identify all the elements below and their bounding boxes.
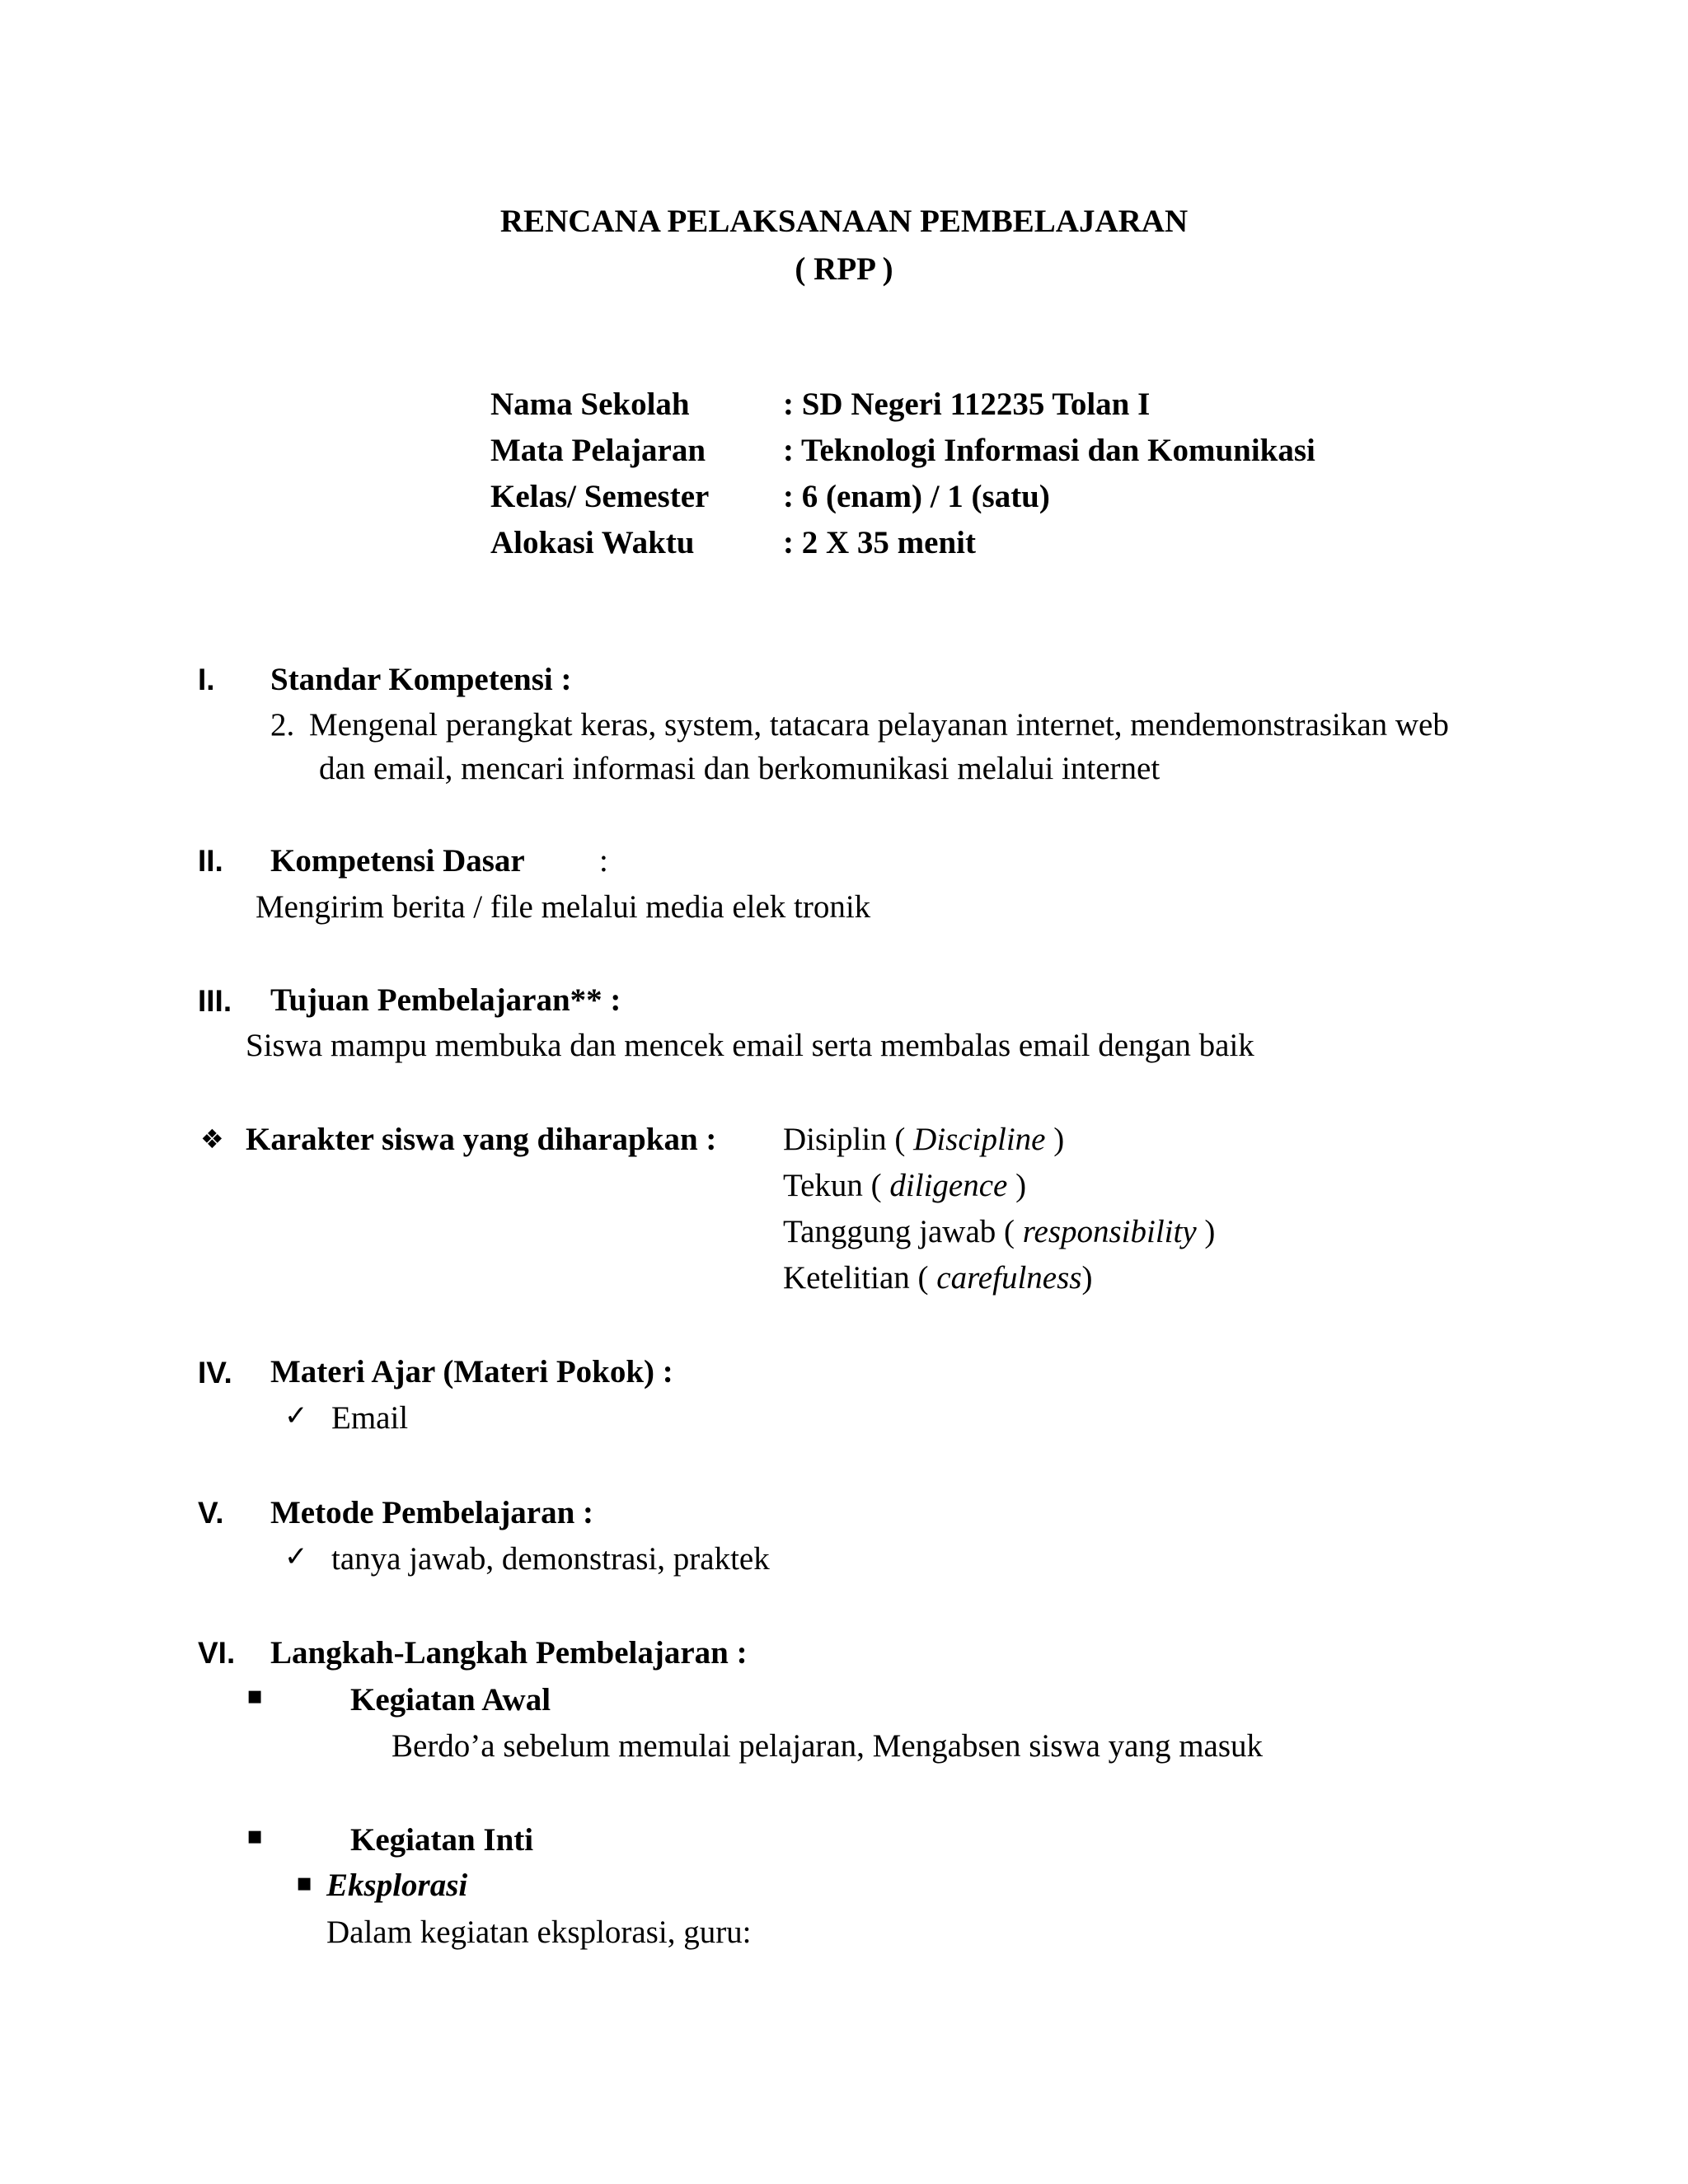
section-heading: Materi Ajar (Materi Pokok) :: [270, 1354, 673, 1390]
square-bullet-icon: ▪: [246, 1821, 264, 1850]
identity-label-time: Alokasi Waktu: [490, 525, 695, 560]
karakter-item: Ketelitian ( carefulness): [783, 1260, 1093, 1296]
section-heading: Metode Pembelajaran :: [270, 1495, 594, 1530]
list-number: 2.: [270, 707, 295, 743]
section-numeral: III.: [198, 984, 232, 1018]
checkmark-icon: ✓: [284, 1399, 308, 1432]
kegiatan-awal-text: Berdo’a sebelum memulai pelajaran, Mengabsen siswa yang masuk: [392, 1728, 1264, 1764]
karakter-item: Tekun ( diligence ): [783, 1168, 1027, 1203]
karakter-item: Tanggung jawab ( responsibility ): [783, 1214, 1216, 1249]
document-title: RENCANA PELAKSANAAN PEMBELAJARAN: [499, 204, 1189, 239]
section-numeral: VI.: [198, 1636, 236, 1670]
identity-label-school: Nama Sekolah: [490, 387, 690, 422]
checkmark-icon: ✓: [284, 1540, 308, 1573]
identity-value-class: : 6 (enam) / 1 (satu): [783, 479, 1050, 514]
square-bullet-icon: ▪: [296, 1868, 313, 1897]
identity-value-school: : SD Negeri 112235 Tolan I: [783, 387, 1151, 422]
section-numeral: I.: [198, 663, 215, 696]
identity-label-class: Kelas/ Semester: [490, 479, 710, 514]
list-item: Email: [331, 1400, 409, 1436]
section-text: Mengirim berita / file melalui media elek tronik: [256, 889, 871, 925]
document-subtitle: ( RPP ): [795, 251, 893, 287]
subheading-kegiatan-awal: Kegiatan Awal: [350, 1682, 551, 1718]
identity-label-subject: Mata Pelajaran: [490, 433, 706, 468]
section-text-line: dan email, mencari informasi dan berkomunikasi melalui internet: [319, 751, 1160, 786]
subheading-kegiatan-inti: Kegiatan Inti: [350, 1822, 534, 1858]
diamond-bullet-icon: ❖: [200, 1123, 224, 1155]
section-numeral: II.: [198, 844, 223, 878]
square-bullet-icon: ▪: [246, 1681, 264, 1710]
identity-value-time: : 2 X 35 menit: [783, 525, 976, 560]
section-heading: Tujuan Pembelajaran** :: [270, 982, 621, 1018]
karakter-item: Disiplin ( Discipline ): [783, 1122, 1065, 1157]
section-heading: Langkah-Langkah Pembelajaran :: [270, 1635, 748, 1671]
section-heading: Kompetensi Dasar: [270, 843, 525, 879]
identity-value-subject: : Teknologi Informasi dan Komunikasi: [783, 433, 1315, 468]
subheading-eksplorasi: Eksplorasi: [326, 1868, 468, 1903]
heading-colon: :: [599, 843, 608, 879]
list-item: tanya jawab, demonstrasi, praktek: [331, 1541, 770, 1577]
section-text: Siswa mampu membuka dan mencek email serta membalas email dengan baik: [246, 1028, 1254, 1063]
eksplorasi-text: Dalam kegiatan eksplorasi, guru:: [326, 1915, 752, 1950]
section-numeral: IV.: [198, 1356, 232, 1390]
section-heading: Standar Kompetensi :: [270, 662, 572, 697]
section-text-line: Mengenal perangkat keras, system, tatacara pelayanan internet, mendemonstrasikan web: [309, 707, 1449, 743]
section-numeral: V.: [198, 1496, 224, 1530]
section-heading: Karakter siswa yang diharapkan :: [246, 1122, 717, 1157]
